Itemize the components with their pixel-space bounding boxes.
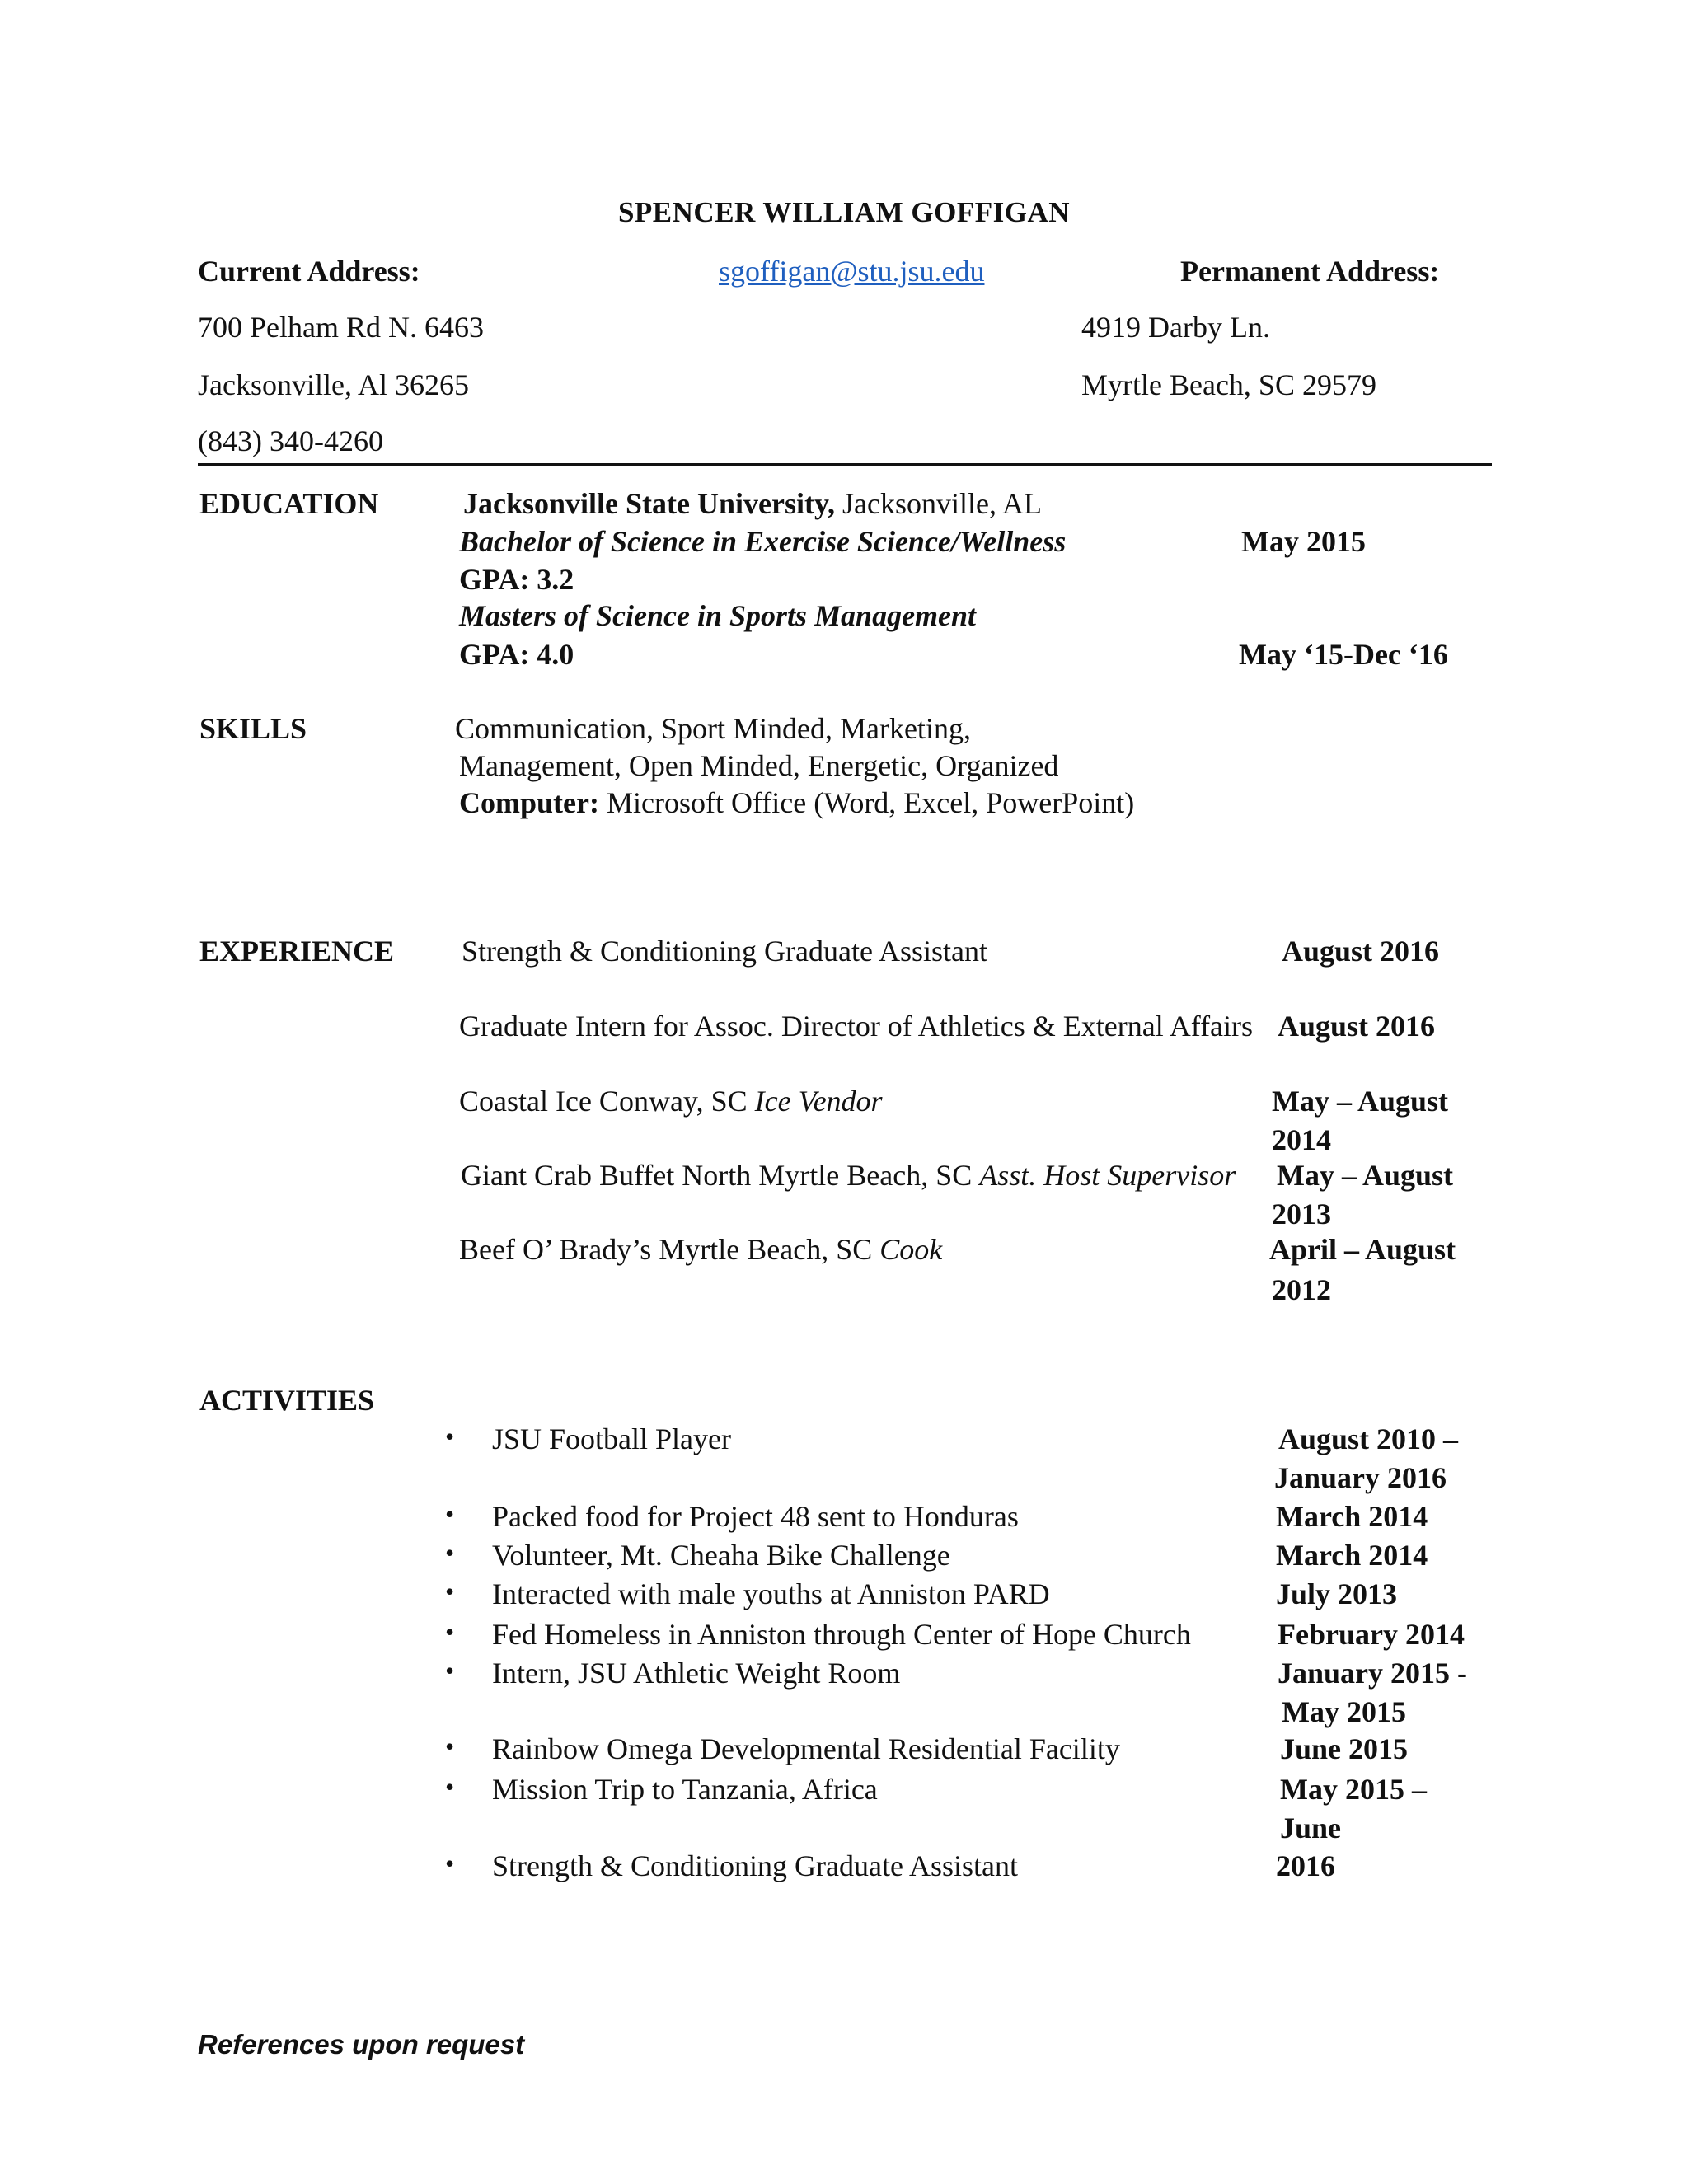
activity-date: May 2015 –	[1280, 1773, 1427, 1806]
experience-text: Strength & Conditioning Graduate Assistant	[462, 935, 987, 968]
bullet-icon: •	[445, 1849, 455, 1878]
skills-line: Management, Open Minded, Energetic, Organized	[459, 749, 1059, 782]
resume-name: SPENCER WILLIAM GOFFIGAN	[617, 196, 1071, 228]
experience-date-year: 2012	[1272, 1273, 1331, 1306]
activity-date: March 2014	[1276, 1539, 1428, 1572]
header-divider	[198, 463, 1492, 466]
experience-role: Ice Vendor	[754, 1085, 883, 1118]
degree-masters-date: May ‘15-Dec ‘16	[1239, 638, 1448, 671]
activity-text: JSU Football Player	[492, 1422, 732, 1455]
activity-text: Rainbow Omega Developmental Residential Facility	[492, 1732, 1120, 1765]
bullet-icon: •	[445, 1656, 455, 1685]
email-link[interactable]: sgoffigan@stu.jsu.edu	[719, 255, 985, 288]
experience-heading: EXPERIENCE	[199, 935, 395, 968]
experience-text: Coastal Ice Conway, SC	[459, 1085, 755, 1118]
current-address-line: 700 Pelham Rd N. 6463	[198, 311, 484, 344]
bullet-icon: •	[445, 1422, 455, 1451]
activity-text: Interacted with male youths at Anniston PARD	[492, 1577, 1050, 1610]
computer-label: Computer:	[459, 786, 599, 819]
activity-text: Mission Trip to Tanzania, Africa	[492, 1773, 878, 1806]
permanent-address-label: Permanent Address:	[1180, 255, 1440, 288]
experience-date: August 2016	[1282, 935, 1440, 968]
permanent-address-line: 4919 Darby Ln.	[1081, 311, 1270, 344]
activities-heading: ACTIVITIES	[199, 1384, 375, 1417]
activity-date-cont: May 2015	[1282, 1695, 1406, 1728]
experience-text: Giant Crab Buffet North Myrtle Beach, SC	[461, 1159, 980, 1192]
gpa-masters: GPA: 4.0	[459, 638, 574, 671]
phone-number: (843) 340-4260	[198, 424, 383, 457]
degree-bachelor: Bachelor of Science in Exercise Science/Wellness	[459, 525, 1067, 558]
experience-text: Graduate Intern for Assoc. Director of Athletics & External Affairs	[459, 1010, 1254, 1043]
references-note: References upon request	[198, 2029, 525, 2060]
experience-text: Beef O’ Brady’s Myrtle Beach, SC	[459, 1233, 880, 1266]
bullet-icon: •	[445, 1577, 455, 1606]
degree-masters: Masters of Science in Sports Management	[459, 599, 977, 632]
activity-date: August 2010 –	[1278, 1422, 1459, 1455]
activity-text: Intern, JSU Athletic Weight Room	[492, 1657, 901, 1690]
activity-text: Packed food for Project 48 sent to Honduras	[492, 1500, 1019, 1533]
experience-item	[462, 934, 987, 968]
school-name: Jacksonville State University,	[463, 487, 835, 520]
current-address-line: Jacksonville, Al 36265	[198, 368, 469, 401]
school-location: Jacksonville, AL	[834, 487, 1042, 520]
experience-item	[459, 1084, 883, 1118]
activity-text: Fed Homeless in Anniston through Center of Hope Church	[492, 1618, 1191, 1651]
experience-role: Asst. Host Supervisor	[979, 1159, 1236, 1192]
activity-date-cont: January 2016	[1274, 1461, 1447, 1494]
experience-date-year: 2013	[1272, 1197, 1331, 1230]
experience-date: April – August	[1269, 1233, 1456, 1266]
experience-date-year: 2014	[1272, 1123, 1331, 1156]
activity-date: March 2014	[1276, 1500, 1428, 1533]
gpa-bachelor: GPA: 3.2	[459, 563, 574, 596]
computer-skills	[459, 785, 1134, 820]
bullet-icon: •	[445, 1732, 455, 1761]
experience-date: August 2016	[1278, 1010, 1436, 1043]
bullet-icon: •	[445, 1538, 455, 1568]
experience-item	[459, 1009, 1253, 1043]
skills-heading: SKILLS	[199, 712, 307, 745]
activity-text: Volunteer, Mt. Cheaha Bike Challenge	[492, 1539, 950, 1572]
education-heading: EDUCATION	[199, 487, 379, 520]
activity-date: January 2015 -	[1278, 1657, 1468, 1690]
bullet-icon: •	[445, 1772, 455, 1802]
bullet-icon: •	[445, 1499, 455, 1529]
activity-date-cont: June	[1280, 1811, 1342, 1844]
school	[463, 486, 1042, 521]
current-address-label: Current Address:	[198, 255, 420, 288]
degree-bachelor-date: May 2015	[1241, 525, 1366, 558]
activity-date: February 2014	[1278, 1618, 1465, 1651]
experience-item	[461, 1158, 1236, 1193]
computer-value: Microsoft Office (Word, Excel, PowerPoint)	[598, 786, 1135, 819]
activity-date: 2016	[1276, 1849, 1335, 1882]
bullet-icon: •	[445, 1617, 455, 1647]
activity-date: July 2013	[1276, 1577, 1398, 1610]
experience-item	[459, 1232, 942, 1267]
activity-date: June 2015	[1280, 1732, 1409, 1765]
permanent-address-line: Myrtle Beach, SC 29579	[1081, 368, 1376, 401]
skills-line: Communication, Sport Minded, Marketing,	[455, 712, 971, 745]
experience-date: May – August	[1272, 1085, 1449, 1118]
experience-date: May – August	[1277, 1159, 1454, 1192]
activity-text: Strength & Conditioning Graduate Assistant	[492, 1849, 1018, 1882]
experience-role: Cook	[879, 1233, 943, 1266]
